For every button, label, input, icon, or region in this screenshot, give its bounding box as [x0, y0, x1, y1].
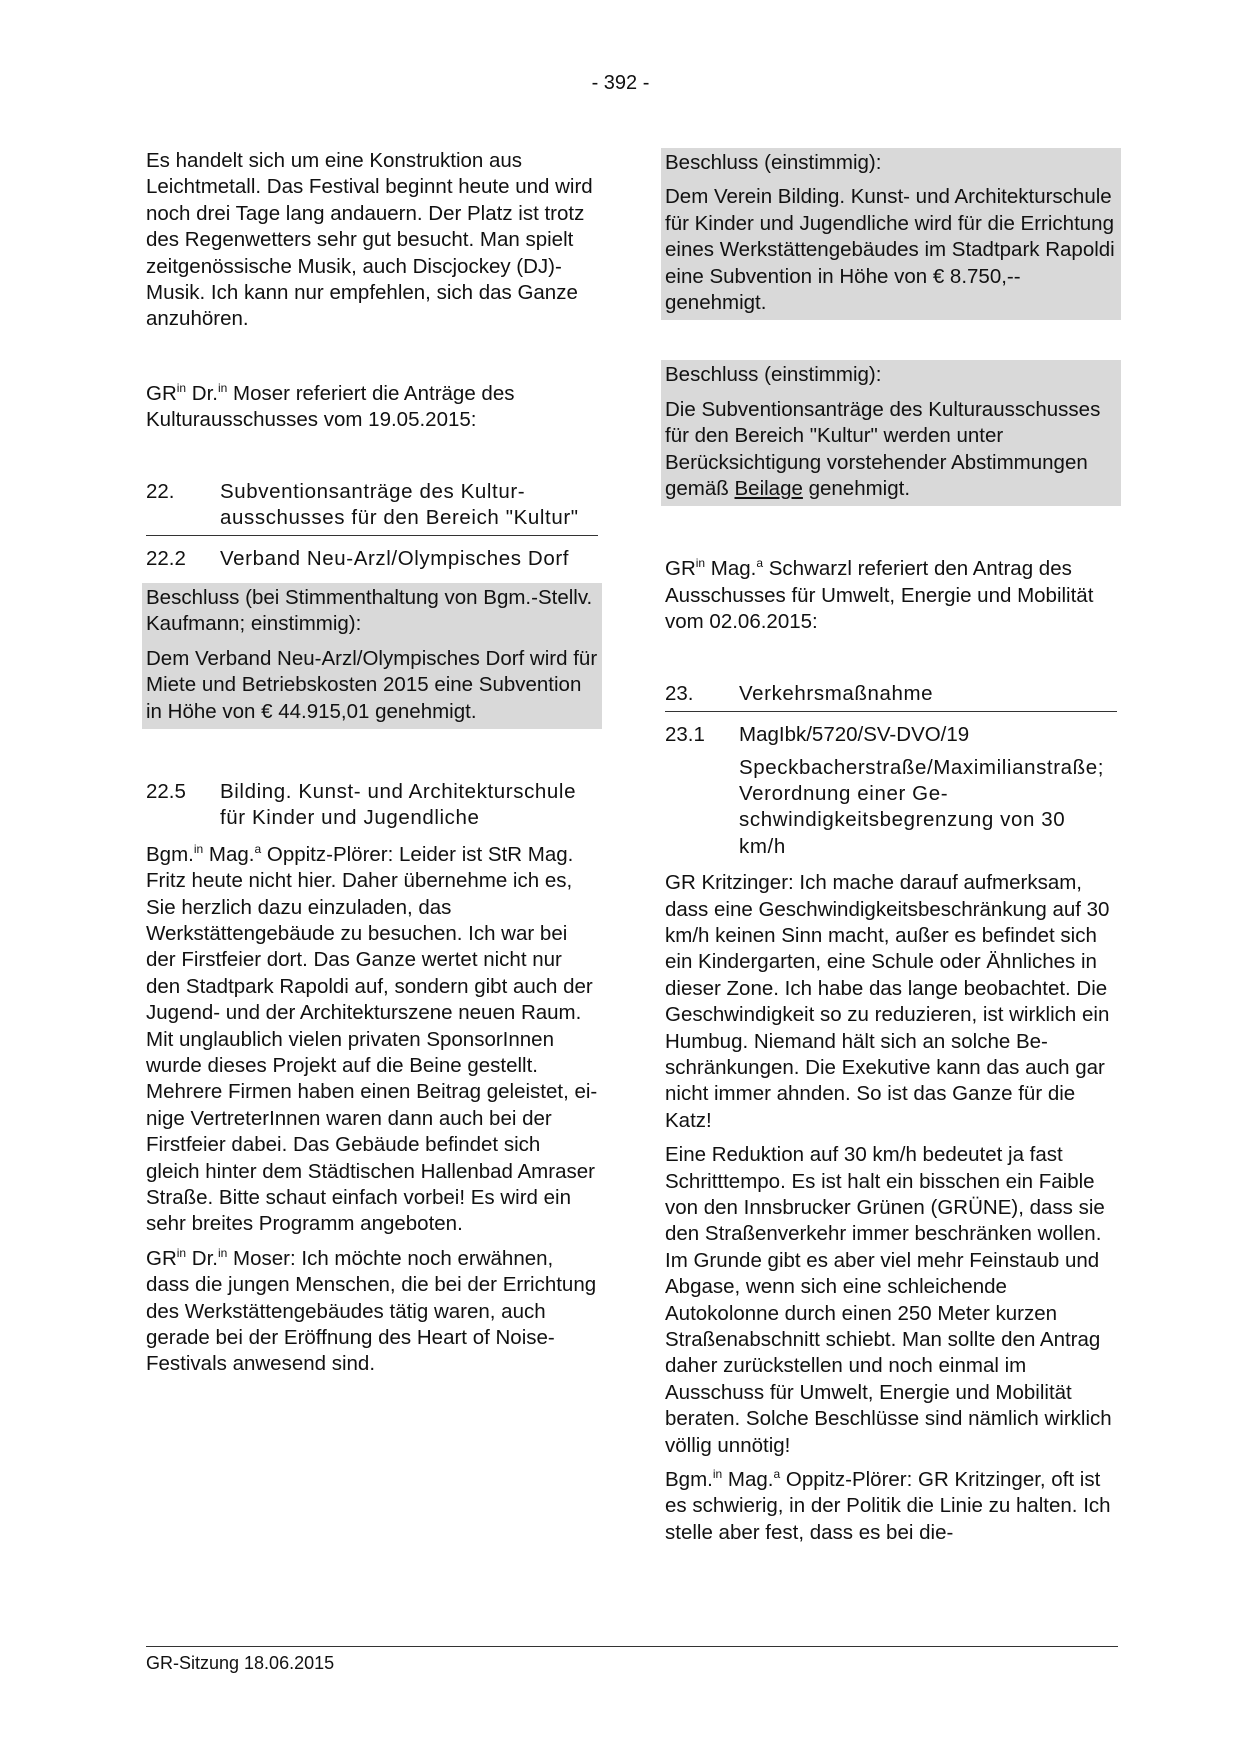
item-number: 22.	[146, 479, 175, 503]
decision-heading: Beschluss (einstimmig):	[665, 363, 882, 387]
intro-paragraph: Es handelt sich um eine Konstruktion aus Leichtmetall. Das Festival beginnt heute und wird noch drei Tage lang andauern. Der Platz ist trotz des Regenwetters sehr gut besucht. Man spielt zeitgenössische Musik, auch Discjockey (DJ)-Musik. Ich kann nur empfehlen, sich das Ganze anzuhören.	[146, 149, 593, 331]
footer-session: GR-Sitzung 18.06.2015	[146, 1653, 335, 1673]
moser-speech: $GR^{in}$ Dr.$^{in}$ Moser: Ich möchte noch erwähnen, dass die jungen Menschen, die bei der Errichtung des Werkstättengebäudes tätig waren, auch gerade bei der Eröffnung des Heart of Noise-Festivals anwesend sind.	[146, 1245, 597, 1376]
decision-heading: Beschluss (bei Stimmenthaltung von Bgm.-Stellv. Kaufmann; einstimmig):	[146, 585, 593, 636]
decision-box	[142, 583, 602, 729]
footer-divider	[146, 1646, 1118, 1647]
agenda-item-23-1	[665, 722, 1117, 748]
agenda-item-22	[146, 479, 598, 537]
oppitz-reply: Bgm.$^{in}$ Mag.$^a$ Oppitz-Plörer: GR Kritzinger, oft ist es schwierig, in der Politik die Linie zu halten. Ich stelle aber fest, dass es bei die-	[665, 1467, 1111, 1544]
decision-heading: Beschluss (einstimmig):	[665, 151, 882, 174]
agenda-item-23	[665, 681, 1117, 712]
item-number: 22.5	[146, 779, 186, 803]
beilage-link[interactable]: Beilage	[734, 477, 803, 501]
item-title: Verkehrsmaßnahme	[739, 681, 934, 705]
item-number: 22.2	[146, 547, 186, 571]
agenda-item-22-5	[146, 779, 598, 832]
item-title: MagIbk/5720/SV-DVO/19	[739, 723, 970, 747]
decision-box	[661, 360, 1121, 506]
kritzinger-speech-2: Eine Reduktion auf 30 km/h bedeutet ja fast Schritttempo. Es ist halt ein bisschen ein Faible von den Innsbrucker Grünen (GRÜNE), dass sie den Straßenverkehr immer beschränken wollen. Im Grunde gibt es aber viel mehr Feinstaub und Abgase, wenn sich eine schleichende Autokolonne durch einen 250 Meter kurzen Straßenabschnitt schiebt. Man sollte den Antrag daher zurückstellen und noch einmal im Ausschuss für Umwelt, Energie und Mobilität beraten. Solche Beschlüsse sind nämlich wirklich völlig unnötig!	[665, 1143, 1112, 1457]
moser-intro-paragraph: $GR^{in}$ Dr.$^{in}$ Moser referiert die Anträge des Kulturausschusses vom 19.05.2015:	[146, 380, 515, 432]
right-column	[665, 148, 1117, 1546]
page-number: - 392 -	[591, 72, 650, 94]
oppitz-speech: Bgm.$^{in}$ Mag.$^a$ Oppitz-Plörer: Leider ist StR Mag. Fritz heute nicht hier. Daher übernehme ich es, Sie herzlich dazu einzuladen, das Werkstättengebäude zu besuchen. Ich war bei der Firstfeier dort. Das Ganze wertet nicht nur den Stadtpark Rapoldi auf, sondern gibt auch der Jugend- und der Architekturszene neuen Raum. Mit unglaublich vielen privaten SponsorInnen wurde dieses Projekt auf die Beine gestellt. Mehrere Firmen haben einen Beitrag geleistet, einige VertreterInnen waren dann auch bei der Firstfeier dabei. Das Gebäude befindet sich gleich hinter dem Städtischen Hallenbad Amraser Straße. Bitte schaut einfach vorbei! Es wird ein sehr breites Programm angeboten.	[146, 841, 598, 1236]
decision-text: Die Subventionsanträge des Kulturausschusses für den Bereich "Kultur" werden unter Berücksichtigung vorstehender Abstimmungen gemäß Beilage genehmigt.	[665, 397, 1101, 501]
decision-text: Dem Verband Neu-Arzl/Olympisches Dorf wird für Miete und Betriebskosten 2015 eine Subvention in Höhe von € 44.915,01 genehmigt.	[146, 646, 598, 723]
decision-box	[661, 148, 1121, 320]
left-column	[146, 148, 598, 1378]
item-number: 23.1	[665, 723, 705, 747]
kritzinger-speech-1: GR Kritzinger: Ich mache darauf aufmerksam, dass eine Geschwindigkeitsbeschränkung auf 30 km/h keinen Sinn macht, außer es befindet sich ein Kindergarten, eine Schule oder Ähnliches in dieser Zone. Ich habe das lange beobachtet. Die Geschwindigkeit so zu reduzieren, ist wirklich ein Humbug. Niemand hält sich an solche Beschränkungen. Die Exekutive kann das auch gar nicht immer ahnden. So ist das Ganze für die Katz!	[665, 871, 1110, 1132]
item-number: 23.	[665, 681, 694, 705]
item-title: Bilding. Kunst- und Architekturschule für Kinder und Jugendliche	[220, 779, 577, 830]
item-title: Subventionsanträge des Kulturausschusses für den Bereich "Kultur"	[220, 479, 579, 530]
decision-text: Dem Verein Bilding. Kunst- und Architekturschule für Kinder und Jugendliche wird für die Errichtung eines Werkstättengebäudes im Stadtpark Rapoldi eine Subvention in Höhe von € 8.750,-- genehmigt.	[665, 185, 1115, 315]
schwarzl-intro-paragraph: $GR^{in}$ Mag.$^a$ Schwarzl referiert den Antrag des Ausschusses für Umwelt, Energie und Mobilität vom 02.06.2015:	[665, 556, 1094, 634]
item-title: Verband Neu-Arzl/Olympisches Dorf	[220, 547, 570, 571]
agenda-item-22-2	[146, 546, 598, 572]
item-subtitle: Speckbacherstraße/Maximilianstraße; Verordnung einer Geschwindigkeitsbegrenzung von 30 km/h	[739, 755, 1105, 858]
